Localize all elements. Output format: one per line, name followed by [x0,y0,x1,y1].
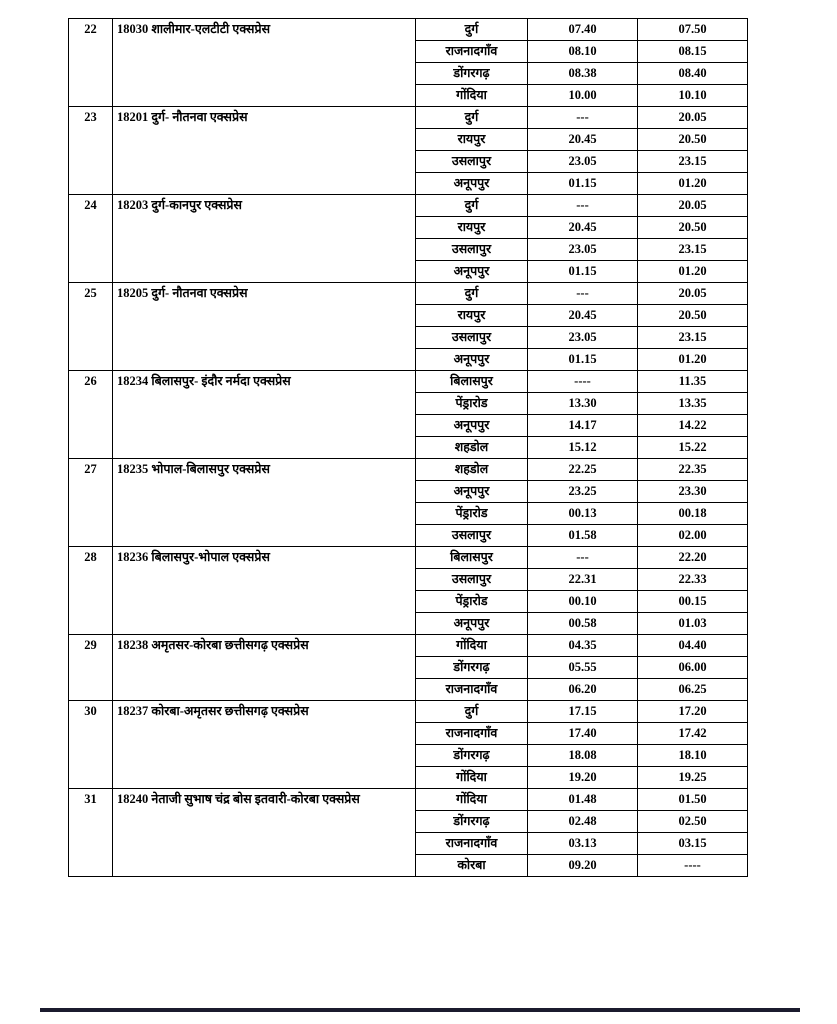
station-cell: डोंगरगढ़ [416,63,528,85]
departure-time-cell: 23.15 [638,327,748,349]
station-cell: गोंदिया [416,789,528,811]
arrival-time-cell: 18.08 [528,745,638,767]
arrival-time-cell: --- [528,283,638,305]
departure-time-cell: 15.22 [638,437,748,459]
arrival-time-cell: 01.15 [528,173,638,195]
serial-number-cell: 29 [69,635,113,701]
train-name-cell [113,789,416,877]
station-cell: राजनादगाँव [416,723,528,745]
train-name-cell [113,283,416,371]
train-name-label: 18236 बिलासपुर-भोपाल एक्सप्रेस [117,550,270,564]
station-cell: उसलापुर [416,151,528,173]
arrival-time-cell: 09.20 [528,855,638,877]
train-name-cell [113,701,416,789]
station-cell: पेंड्रारोड [416,393,528,415]
departure-time-cell: 00.18 [638,503,748,525]
arrival-time-cell: 15.12 [528,437,638,459]
train-name-label: 18203 दुर्ग-कानपुर एक्सप्रेस [117,198,242,212]
arrival-time-cell: 22.25 [528,459,638,481]
train-name-cell [113,635,416,701]
arrival-time-cell: 05.55 [528,657,638,679]
timetable-body [69,19,748,877]
departure-time-cell: 17.42 [638,723,748,745]
arrival-time-cell: 04.35 [528,635,638,657]
arrival-time-cell: 01.58 [528,525,638,547]
departure-time-cell: 08.40 [638,63,748,85]
train-name-cell [113,547,416,635]
table-row [69,635,748,657]
station-cell: अनूपपुर [416,481,528,503]
station-cell: गोंदिया [416,85,528,107]
departure-time-cell: 23.30 [638,481,748,503]
departure-time-cell: 20.05 [638,195,748,217]
footer-rule [40,1008,800,1012]
departure-time-cell: 08.15 [638,41,748,63]
station-cell: अनूपपुर [416,415,528,437]
departure-time-cell: 06.25 [638,679,748,701]
station-cell: डोंगरगढ़ [416,745,528,767]
arrival-time-cell: 07.40 [528,19,638,41]
table-row [69,283,748,305]
arrival-time-cell: 00.58 [528,613,638,635]
departure-time-cell: 13.35 [638,393,748,415]
serial-number-cell: 23 [69,107,113,195]
station-cell: दुर्ग [416,701,528,723]
departure-time-cell: 23.15 [638,151,748,173]
table-row [69,789,748,811]
arrival-time-cell: 20.45 [528,305,638,327]
train-name-label: 18238 अमृतसर-कोरबा छत्तीसगढ़ एक्सप्रेस [117,638,309,652]
station-cell: राजनादगाँव [416,679,528,701]
arrival-time-cell: --- [528,195,638,217]
train-name-label: 18237 कोरबा-अमृतसर छत्तीसगढ़ एक्सप्रेस [117,704,309,718]
station-cell: गोंदिया [416,635,528,657]
arrival-time-cell: 22.31 [528,569,638,591]
station-cell: उसलापुर [416,525,528,547]
departure-time-cell: 19.25 [638,767,748,789]
serial-number-cell: 25 [69,283,113,371]
departure-time-cell: 03.15 [638,833,748,855]
arrival-time-cell: 23.05 [528,151,638,173]
serial-number-cell: 24 [69,195,113,283]
table-row [69,459,748,481]
arrival-time-cell: --- [528,547,638,569]
train-name-label: 18234 बिलासपुर- इंदौर नर्मदा एक्सप्रेस [117,374,291,388]
station-cell: रायपुर [416,129,528,151]
departure-time-cell: 22.33 [638,569,748,591]
arrival-time-cell: 17.40 [528,723,638,745]
station-cell: बिलासपुर [416,547,528,569]
station-cell: अनूपपुर [416,349,528,371]
serial-number-cell: 27 [69,459,113,547]
station-cell: दुर्ग [416,195,528,217]
arrival-time-cell: 19.20 [528,767,638,789]
station-cell: डोंगरगढ़ [416,811,528,833]
departure-time-cell: 06.00 [638,657,748,679]
train-name-label: 18240 नेताजी सुभाष चंद्र बोस इतवारी-कोरबा एक्सप्रेस [117,792,360,806]
departure-time-cell: 10.10 [638,85,748,107]
departure-time-cell: 01.20 [638,173,748,195]
station-cell: शहडोल [416,437,528,459]
arrival-time-cell: 17.15 [528,701,638,723]
train-name-cell [113,195,416,283]
departure-time-cell: 22.20 [638,547,748,569]
departure-time-cell: 18.10 [638,745,748,767]
train-name-cell [113,459,416,547]
arrival-time-cell: 08.10 [528,41,638,63]
station-cell: उसलापुर [416,239,528,261]
train-name-cell [113,371,416,459]
table-row [69,195,748,217]
arrival-time-cell: 08.38 [528,63,638,85]
station-cell: कोरबा [416,855,528,877]
arrival-time-cell: 20.45 [528,129,638,151]
train-name-label: 18030 शालीमार-एलटीटी एक्सप्रेस [117,22,271,36]
arrival-time-cell: 01.15 [528,261,638,283]
departure-time-cell: ---- [638,855,748,877]
train-name-label: 18205 दुर्ग- नौतनवा एक्सप्रेस [117,286,248,300]
arrival-time-cell: 23.05 [528,239,638,261]
departure-time-cell: 01.20 [638,261,748,283]
departure-time-cell: 17.20 [638,701,748,723]
departure-time-cell: 20.50 [638,217,748,239]
train-timetable [68,18,748,877]
arrival-time-cell: 10.00 [528,85,638,107]
departure-time-cell: 22.35 [638,459,748,481]
station-cell: बिलासपुर [416,371,528,393]
table-row [69,107,748,129]
arrival-time-cell: 23.05 [528,327,638,349]
station-cell: शहडोल [416,459,528,481]
arrival-time-cell: 01.48 [528,789,638,811]
train-name-cell [113,19,416,107]
station-cell: अनूपपुर [416,613,528,635]
train-name-cell [113,107,416,195]
table-row [69,371,748,393]
departure-time-cell: 02.50 [638,811,748,833]
station-cell: रायपुर [416,217,528,239]
departure-time-cell: 20.50 [638,305,748,327]
departure-time-cell: 02.00 [638,525,748,547]
station-cell: राजनादगाँव [416,833,528,855]
departure-time-cell: 01.50 [638,789,748,811]
arrival-time-cell: ---- [528,371,638,393]
departure-time-cell: 07.50 [638,19,748,41]
station-cell: दुर्ग [416,107,528,129]
table-row [69,701,748,723]
serial-number-cell: 22 [69,19,113,107]
table-row [69,19,748,41]
arrival-time-cell: 13.30 [528,393,638,415]
arrival-time-cell: --- [528,107,638,129]
departure-time-cell: 01.03 [638,613,748,635]
train-timetable-container [68,18,747,877]
departure-time-cell: 20.05 [638,283,748,305]
departure-time-cell: 04.40 [638,635,748,657]
arrival-time-cell: 03.13 [528,833,638,855]
station-cell: रायपुर [416,305,528,327]
station-cell: अनूपपुर [416,261,528,283]
station-cell: डोंगरगढ़ [416,657,528,679]
serial-number-cell: 31 [69,789,113,877]
arrival-time-cell: 02.48 [528,811,638,833]
arrival-time-cell: 14.17 [528,415,638,437]
departure-time-cell: 11.35 [638,371,748,393]
train-name-label: 18201 दुर्ग- नौतनवा एक्सप्रेस [117,110,248,124]
departure-time-cell: 20.50 [638,129,748,151]
serial-number-cell: 28 [69,547,113,635]
departure-time-cell: 14.22 [638,415,748,437]
arrival-time-cell: 20.45 [528,217,638,239]
station-cell: पेंड्रारोड [416,503,528,525]
station-cell: गोंदिया [416,767,528,789]
station-cell: दुर्ग [416,283,528,305]
train-name-label: 18235 भोपाल-बिलासपुर एक्सप्रेस [117,462,270,476]
serial-number-cell: 26 [69,371,113,459]
arrival-time-cell: 06.20 [528,679,638,701]
departure-time-cell: 01.20 [638,349,748,371]
table-row [69,547,748,569]
departure-time-cell: 23.15 [638,239,748,261]
station-cell: उसलापुर [416,569,528,591]
departure-time-cell: 00.15 [638,591,748,613]
arrival-time-cell: 00.13 [528,503,638,525]
arrival-time-cell: 23.25 [528,481,638,503]
arrival-time-cell: 00.10 [528,591,638,613]
station-cell: पेंड्रारोड [416,591,528,613]
station-cell: राजनादगाँव [416,41,528,63]
departure-time-cell: 20.05 [638,107,748,129]
arrival-time-cell: 01.15 [528,349,638,371]
station-cell: उसलापुर [416,327,528,349]
station-cell: अनूपपुर [416,173,528,195]
serial-number-cell: 30 [69,701,113,789]
station-cell: दुर्ग [416,19,528,41]
